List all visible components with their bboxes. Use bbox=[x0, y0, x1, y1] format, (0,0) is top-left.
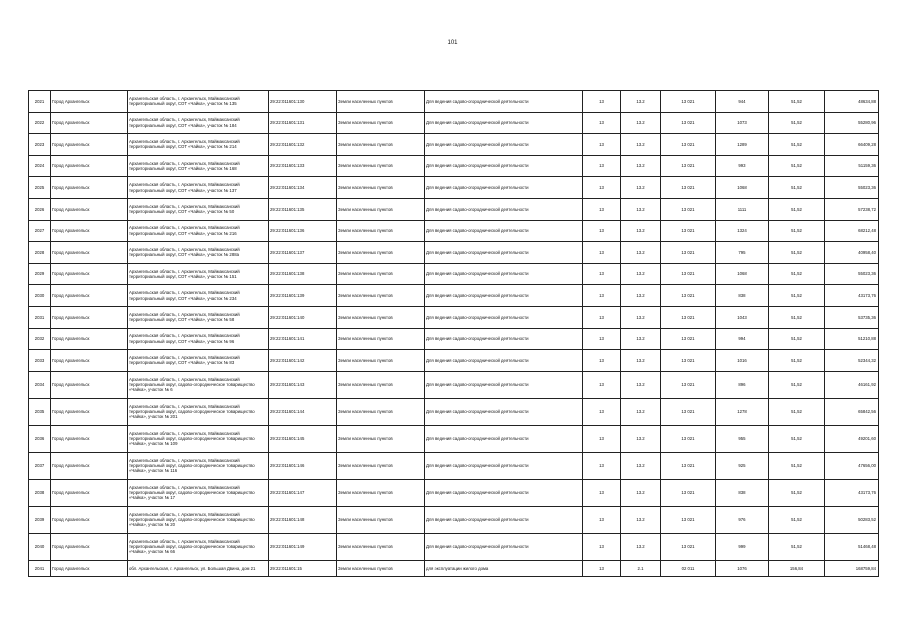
cell-rate: 156,84 bbox=[769, 560, 825, 576]
cell-code-2: 13.2 bbox=[621, 263, 661, 285]
cell-permitted-use: Для ведения садово-огороднической деятельности bbox=[425, 328, 583, 350]
cell-row-number: 2034 bbox=[29, 371, 51, 398]
cell-code-3: 02 011 bbox=[661, 560, 716, 576]
cell-code-1: 13 bbox=[583, 112, 621, 134]
table-row bbox=[29, 242, 879, 264]
cell-rate: 51,52 bbox=[769, 479, 825, 506]
cell-cadastral-value: 168759,84 bbox=[825, 560, 879, 576]
cell-cadastral-number: 29:22:011601:131 bbox=[269, 112, 337, 134]
cell-cadastral-number: 29:22:011601:147 bbox=[269, 479, 337, 506]
cell-address: Архангельская область, г. Архангельск, Маймаксанский территориальный округ, садово-огородническое товарищество «Чайка», участок № 20 bbox=[128, 506, 269, 533]
cell-permitted-use: Для ведения садово-огороднической деятельности bbox=[425, 134, 583, 156]
cell-code-2: 13.2 bbox=[621, 506, 661, 533]
cell-code-3: 13 021 bbox=[661, 425, 716, 452]
table-row bbox=[29, 134, 879, 156]
cell-land-category: Земли населенных пунктов bbox=[337, 425, 425, 452]
cell-permitted-use: Для ведения садово-огороднической деятельности bbox=[425, 306, 583, 328]
cell-area: 795 bbox=[716, 242, 769, 264]
cell-cadastral-number: 29:22:011601:136 bbox=[269, 220, 337, 242]
cell-permitted-use: Для ведения садово-огороднической деятельности bbox=[425, 198, 583, 220]
cell-land-category: Земли населенных пунктов bbox=[337, 506, 425, 533]
cell-row-number: 2024 bbox=[29, 155, 51, 177]
cell-land-category: Земли населенных пунктов bbox=[337, 263, 425, 285]
cell-code-1: 13 bbox=[583, 91, 621, 113]
cell-rate: 51,52 bbox=[769, 134, 825, 156]
cell-municipality: Город Архангельск bbox=[51, 155, 128, 177]
cell-row-number: 2021 bbox=[29, 91, 51, 113]
cell-land-category: Земли населенных пунктов bbox=[337, 533, 425, 560]
cell-address: Архангельская область, г. Архангельск, Маймаксанский территориальный округ, СОТ «Чайка», участок № 50 bbox=[128, 198, 269, 220]
cell-land-category: Земли населенных пунктов bbox=[337, 198, 425, 220]
cell-rate: 51,52 bbox=[769, 91, 825, 113]
cell-permitted-use: Для ведения садово-огороднической деятельности bbox=[425, 242, 583, 264]
table-row bbox=[29, 371, 879, 398]
cell-permitted-use: Для ведения садово-огороднической деятельности bbox=[425, 452, 583, 479]
cell-cadastral-value: 52344,32 bbox=[825, 350, 879, 372]
table-row bbox=[29, 560, 879, 576]
cell-address: Архангельская область, г. Архангельск, Маймаксанский территориальный округ, садово-огородническое товарищество «Чайка», участок № 66 bbox=[128, 533, 269, 560]
cell-area: 838 bbox=[716, 479, 769, 506]
cell-land-category: Земли населенных пунктов bbox=[337, 155, 425, 177]
cell-code-1: 13 bbox=[583, 242, 621, 264]
cell-permitted-use: Для ведения садово-огороднической деятельности bbox=[425, 263, 583, 285]
cell-address: Архангельская область, г. Архангельск, Маймаксанский территориальный округ, СОТ «Чайка», участок № 58 bbox=[128, 306, 269, 328]
cell-row-number: 2041 bbox=[29, 560, 51, 576]
table-row bbox=[29, 506, 879, 533]
cell-code-3: 13 021 bbox=[661, 91, 716, 113]
cell-cadastral-number: 29:22:011601:141 bbox=[269, 328, 337, 350]
cell-code-1: 13 bbox=[583, 285, 621, 307]
cell-municipality: Город Архангельск bbox=[51, 371, 128, 398]
cell-code-1: 13 bbox=[583, 220, 621, 242]
cell-municipality: Город Архангельск bbox=[51, 112, 128, 134]
table-row bbox=[29, 425, 879, 452]
cell-rate: 51,52 bbox=[769, 398, 825, 425]
table-row bbox=[29, 198, 879, 220]
cell-rate: 51,52 bbox=[769, 306, 825, 328]
cell-cadastral-value: 51468,48 bbox=[825, 533, 879, 560]
cell-cadastral-value: 47656,00 bbox=[825, 452, 879, 479]
cell-address: Архангельская область, г. Архангельск, Маймаксанский территориальный округ, СОТ «Чайка», участок № 234 bbox=[128, 285, 269, 307]
cell-land-category: Земли населенных пунктов bbox=[337, 285, 425, 307]
cell-rate: 51,52 bbox=[769, 285, 825, 307]
cell-municipality: Город Архангельск bbox=[51, 425, 128, 452]
table-row bbox=[29, 306, 879, 328]
cell-area: 925 bbox=[716, 452, 769, 479]
cell-address: Архангельская область, г. Архангельск, Маймаксанский территориальный округ, СОТ «Чайка», участок № 184 bbox=[128, 112, 269, 134]
cell-permitted-use: Для ведения садово-огороднической деятельности bbox=[425, 425, 583, 452]
cell-cadastral-value: 43173,76 bbox=[825, 285, 879, 307]
cell-cadastral-value: 65842,56 bbox=[825, 398, 879, 425]
cell-address: обл. Архангельская, г. Архангельск, ул. Большая Двина, дом 21 bbox=[128, 560, 269, 576]
cell-code-2: 13.2 bbox=[621, 350, 661, 372]
cell-cadastral-value: 48634,88 bbox=[825, 91, 879, 113]
cell-land-category: Земли населенных пунктов bbox=[337, 242, 425, 264]
cell-cadastral-value: 43173,76 bbox=[825, 479, 879, 506]
cell-code-2: 13.2 bbox=[621, 371, 661, 398]
cell-cadastral-number: 29:22:011601:140 bbox=[269, 306, 337, 328]
cell-code-1: 13 bbox=[583, 560, 621, 576]
cell-permitted-use: для эксплуатации жилого дома bbox=[425, 560, 583, 576]
cell-cadastral-value: 51159,36 bbox=[825, 155, 879, 177]
table-row bbox=[29, 91, 879, 113]
cell-rate: 51,52 bbox=[769, 198, 825, 220]
cell-municipality: Город Архангельск bbox=[51, 560, 128, 576]
cell-land-category: Земли населенных пунктов bbox=[337, 134, 425, 156]
cell-area: 1073 bbox=[716, 112, 769, 134]
cell-row-number: 2025 bbox=[29, 177, 51, 199]
cell-rate: 51,52 bbox=[769, 155, 825, 177]
cell-cadastral-number: 29:22:011601:149 bbox=[269, 533, 337, 560]
cell-cadastral-number: 29:22:011601:146 bbox=[269, 452, 337, 479]
table-row bbox=[29, 177, 879, 199]
cell-area: 1111 bbox=[716, 198, 769, 220]
cell-code-3: 13 021 bbox=[661, 155, 716, 177]
cell-cadastral-value: 53735,36 bbox=[825, 306, 879, 328]
cell-municipality: Город Архангельск bbox=[51, 177, 128, 199]
cell-code-3: 13 021 bbox=[661, 220, 716, 242]
cell-code-1: 13 bbox=[583, 479, 621, 506]
cell-code-2: 13.2 bbox=[621, 479, 661, 506]
cell-land-category: Земли населенных пунктов bbox=[337, 479, 425, 506]
cell-municipality: Город Архангельск bbox=[51, 328, 128, 350]
cell-cadastral-number: 29:22:011601:130 bbox=[269, 91, 337, 113]
cell-municipality: Город Архангельск bbox=[51, 242, 128, 264]
cell-cadastral-number: 29:22:011601:15 bbox=[269, 560, 337, 576]
cell-municipality: Город Архангельск bbox=[51, 134, 128, 156]
cell-code-2: 13.2 bbox=[621, 242, 661, 264]
table-row bbox=[29, 285, 879, 307]
cell-rate: 51,52 bbox=[769, 328, 825, 350]
cell-cadastral-value: 66409,28 bbox=[825, 134, 879, 156]
cell-code-3: 13 021 bbox=[661, 533, 716, 560]
cell-land-category: Земли населенных пунктов bbox=[337, 306, 425, 328]
cell-land-category: Земли населенных пунктов bbox=[337, 177, 425, 199]
cell-row-number: 2036 bbox=[29, 425, 51, 452]
cell-code-3: 13 021 bbox=[661, 112, 716, 134]
cell-cadastral-number: 29:22:011601:144 bbox=[269, 398, 337, 425]
cell-row-number: 2032 bbox=[29, 328, 51, 350]
cell-address: Архангельская область, г. Архангельск, Маймаксанский территориальный округ, СОТ «Чайка», участок № 96 bbox=[128, 328, 269, 350]
cell-municipality: Город Архангельск bbox=[51, 263, 128, 285]
cell-permitted-use: Для ведения садово-огороднической деятельности bbox=[425, 155, 583, 177]
cell-area: 976 bbox=[716, 506, 769, 533]
cell-rate: 51,52 bbox=[769, 112, 825, 134]
table-row bbox=[29, 398, 879, 425]
cell-municipality: Город Архангельск bbox=[51, 533, 128, 560]
cell-municipality: Город Архангельск bbox=[51, 479, 128, 506]
cell-code-3: 13 021 bbox=[661, 285, 716, 307]
cell-cadastral-value: 40958,40 bbox=[825, 242, 879, 264]
table-row bbox=[29, 533, 879, 560]
cell-code-1: 13 bbox=[583, 306, 621, 328]
cell-code-2: 13.2 bbox=[621, 398, 661, 425]
cell-cadastral-value: 55023,36 bbox=[825, 263, 879, 285]
cell-code-1: 13 bbox=[583, 350, 621, 372]
cell-cadastral-number: 29:22:011601:135 bbox=[269, 198, 337, 220]
cell-code-1: 13 bbox=[583, 398, 621, 425]
cell-code-1: 13 bbox=[583, 155, 621, 177]
cell-rate: 51,52 bbox=[769, 242, 825, 264]
cell-row-number: 2031 bbox=[29, 306, 51, 328]
cell-cadastral-number: 29:22:011601:139 bbox=[269, 285, 337, 307]
cell-code-1: 13 bbox=[583, 177, 621, 199]
cell-rate: 51,52 bbox=[769, 177, 825, 199]
cell-row-number: 2029 bbox=[29, 263, 51, 285]
cell-land-category: Земли населенных пунктов bbox=[337, 220, 425, 242]
cell-municipality: Город Архангельск bbox=[51, 91, 128, 113]
cell-code-3: 13 021 bbox=[661, 263, 716, 285]
cell-row-number: 2037 bbox=[29, 452, 51, 479]
cell-row-number: 2038 bbox=[29, 479, 51, 506]
table-row bbox=[29, 479, 879, 506]
cell-code-2: 13.2 bbox=[621, 91, 661, 113]
cell-area: 1043 bbox=[716, 306, 769, 328]
cell-rate: 51,52 bbox=[769, 533, 825, 560]
table-row bbox=[29, 220, 879, 242]
cell-area: 955 bbox=[716, 425, 769, 452]
cell-cadastral-number: 29:22:011601:134 bbox=[269, 177, 337, 199]
page-number: 101 bbox=[447, 40, 458, 46]
cell-code-1: 13 bbox=[583, 134, 621, 156]
cell-area: 1068 bbox=[716, 177, 769, 199]
cell-address: Архангельская область, г. Архангельск, Маймаксанский территориальный округ, садово-огородническое товарищество «Чайка», участок № 201 bbox=[128, 398, 269, 425]
cell-area: 1324 bbox=[716, 220, 769, 242]
cell-code-3: 13 021 bbox=[661, 134, 716, 156]
cell-area: 1278 bbox=[716, 398, 769, 425]
cell-row-number: 2023 bbox=[29, 134, 51, 156]
cell-permitted-use: Для ведения садово-огороднической деятельности bbox=[425, 220, 583, 242]
cell-area: 944 bbox=[716, 91, 769, 113]
cell-address: Архангельская область, г. Архангельск, Маймаксанский территориальный округ, СОТ «Чайка», участок № 216 bbox=[128, 220, 269, 242]
cell-cadastral-value: 55023,36 bbox=[825, 177, 879, 199]
table-row bbox=[29, 112, 879, 134]
cell-cadastral-value: 55280,96 bbox=[825, 112, 879, 134]
cell-rate: 51,52 bbox=[769, 425, 825, 452]
cell-cadastral-number: 29:22:011601:148 bbox=[269, 506, 337, 533]
cell-code-2: 13.2 bbox=[621, 452, 661, 479]
cell-address: Архангельская область, г. Архангельск, Маймаксанский территориальный округ, садово-огородническое товарищество «Чайка», участок № 17 bbox=[128, 479, 269, 506]
cell-address: Архангельская область, г. Архангельск, Маймаксанский территориальный округ, СОТ «Чайка», участок № 214 bbox=[128, 134, 269, 156]
cell-code-3: 13 021 bbox=[661, 242, 716, 264]
cell-cadastral-number: 29:22:011601:137 bbox=[269, 242, 337, 264]
cell-permitted-use: Для ведения садово-огороднической деятельности bbox=[425, 479, 583, 506]
cell-area: 1289 bbox=[716, 134, 769, 156]
cell-address: Архангельская область, г. Архангельск, Маймаксанский территориальный округ, СОТ «Чайка», участок № 168 bbox=[128, 155, 269, 177]
cell-permitted-use: Для ведения садово-огороднической деятельности bbox=[425, 91, 583, 113]
cell-municipality: Город Архангельск bbox=[51, 285, 128, 307]
cell-address: Архангельская область, г. Архангельск, Маймаксанский территориальный округ, садово-огородническое товарищество «Чайка», участок № 6 bbox=[128, 371, 269, 398]
cell-code-2: 13.2 bbox=[621, 134, 661, 156]
cell-permitted-use: Для ведения садово-огороднической деятельности bbox=[425, 398, 583, 425]
cell-land-category: Земли населенных пунктов bbox=[337, 350, 425, 372]
cell-cadastral-number: 29:22:011601:142 bbox=[269, 350, 337, 372]
cell-code-2: 13.2 bbox=[621, 328, 661, 350]
cell-code-3: 13 021 bbox=[661, 328, 716, 350]
cell-address: Архангельская область, г. Архангельск, Маймаксанский территориальный округ, СОТ «Чайка», участок № 151 bbox=[128, 263, 269, 285]
cell-permitted-use: Для ведения садово-огороднической деятельности bbox=[425, 177, 583, 199]
table-row bbox=[29, 350, 879, 372]
cell-area: 1016 bbox=[716, 350, 769, 372]
cell-municipality: Город Архангельск bbox=[51, 306, 128, 328]
cell-area: 1068 bbox=[716, 263, 769, 285]
cell-row-number: 2033 bbox=[29, 350, 51, 372]
cell-code-1: 13 bbox=[583, 263, 621, 285]
cell-municipality: Город Архангельск bbox=[51, 398, 128, 425]
cell-cadastral-number: 29:22:011601:132 bbox=[269, 134, 337, 156]
cell-code-1: 13 bbox=[583, 328, 621, 350]
cell-code-3: 13 021 bbox=[661, 398, 716, 425]
cell-land-category: Земли населенных пунктов bbox=[337, 452, 425, 479]
cell-row-number: 2040 bbox=[29, 533, 51, 560]
cell-rate: 51,52 bbox=[769, 350, 825, 372]
cell-code-3: 13 021 bbox=[661, 350, 716, 372]
table-row bbox=[29, 328, 879, 350]
cell-area: 994 bbox=[716, 328, 769, 350]
cell-municipality: Город Архангельск bbox=[51, 350, 128, 372]
cell-code-1: 13 bbox=[583, 506, 621, 533]
cell-municipality: Город Архангельск bbox=[51, 220, 128, 242]
cell-cadastral-value: 50283,52 bbox=[825, 506, 879, 533]
cell-code-2: 13.2 bbox=[621, 285, 661, 307]
cell-land-category: Земли населенных пунктов bbox=[337, 398, 425, 425]
cell-code-2: 13.2 bbox=[621, 155, 661, 177]
cell-address: Архангельская область, г. Архангельск, Маймаксанский территориальный округ, СОТ «Чайка», участок № 83 bbox=[128, 350, 269, 372]
cell-code-2: 13.2 bbox=[621, 306, 661, 328]
cell-address: Архангельская область, г. Архангельск, Маймаксанский территориальный округ, садово-огородническое товарищество «Чайка», участок № 109 bbox=[128, 425, 269, 452]
cell-address: Архангельская область, г. Архангельск, Маймаксанский территориальный округ, СОТ «Чайка», участок № 137 bbox=[128, 177, 269, 199]
cell-code-2: 13.2 bbox=[621, 220, 661, 242]
cell-row-number: 2039 bbox=[29, 506, 51, 533]
cell-area: 838 bbox=[716, 285, 769, 307]
cell-code-1: 13 bbox=[583, 452, 621, 479]
cell-code-1: 13 bbox=[583, 425, 621, 452]
cell-code-2: 13.2 bbox=[621, 425, 661, 452]
cell-code-3: 13 021 bbox=[661, 452, 716, 479]
table-row bbox=[29, 263, 879, 285]
cell-permitted-use: Для ведения садово-огороднической деятельности bbox=[425, 371, 583, 398]
cell-cadastral-value: 68212,48 bbox=[825, 220, 879, 242]
cell-code-3: 13 021 bbox=[661, 479, 716, 506]
cell-address: Архангельская область, г. Архангельск, Маймаксанский территориальный округ, СОТ «Чайка», участок № 135 bbox=[128, 91, 269, 113]
land-registry-table bbox=[28, 90, 879, 577]
cell-code-1: 13 bbox=[583, 533, 621, 560]
cell-cadastral-number: 29:22:011601:143 bbox=[269, 371, 337, 398]
cell-permitted-use: Для ведения садово-огороднической деятельности bbox=[425, 285, 583, 307]
cell-row-number: 2030 bbox=[29, 285, 51, 307]
cell-cadastral-number: 29:22:011601:133 bbox=[269, 155, 337, 177]
cell-rate: 51,52 bbox=[769, 506, 825, 533]
cell-municipality: Город Архангельск bbox=[51, 506, 128, 533]
cell-address: Архангельская область, г. Архангельск, Маймаксанский территориальный округ, садово-огородническое товарищество «Чайка», участок № 116 bbox=[128, 452, 269, 479]
cell-area: 896 bbox=[716, 371, 769, 398]
cell-code-2: 2.1 bbox=[621, 560, 661, 576]
cell-row-number: 2027 bbox=[29, 220, 51, 242]
cell-area: 999 bbox=[716, 533, 769, 560]
cell-cadastral-value: 49201,60 bbox=[825, 425, 879, 452]
cell-row-number: 2026 bbox=[29, 198, 51, 220]
cell-permitted-use: Для ведения садово-огороднической деятельности bbox=[425, 112, 583, 134]
cell-code-3: 13 021 bbox=[661, 306, 716, 328]
cell-land-category: Земли населенных пунктов bbox=[337, 112, 425, 134]
cell-code-2: 13.2 bbox=[621, 533, 661, 560]
cell-code-3: 13 021 bbox=[661, 177, 716, 199]
cell-row-number: 2035 bbox=[29, 398, 51, 425]
cell-code-1: 13 bbox=[583, 371, 621, 398]
cell-area: 1076 bbox=[716, 560, 769, 576]
cell-code-3: 13 021 bbox=[661, 506, 716, 533]
cell-code-3: 13 021 bbox=[661, 198, 716, 220]
cell-rate: 51,52 bbox=[769, 220, 825, 242]
cell-code-2: 13.2 bbox=[621, 112, 661, 134]
cell-cadastral-number: 29:22:011601:138 bbox=[269, 263, 337, 285]
cell-area: 993 bbox=[716, 155, 769, 177]
cell-code-1: 13 bbox=[583, 198, 621, 220]
cell-land-category: Земли населенных пунктов bbox=[337, 560, 425, 576]
cell-cadastral-value: 46161,92 bbox=[825, 371, 879, 398]
cell-permitted-use: Для ведения садово-огороднической деятельности bbox=[425, 533, 583, 560]
cell-municipality: Город Архангельск bbox=[51, 198, 128, 220]
cell-permitted-use: Для ведения садово-огороднической деятельности bbox=[425, 350, 583, 372]
cell-land-category: Земли населенных пунктов bbox=[337, 371, 425, 398]
table-row bbox=[29, 155, 879, 177]
cell-code-2: 13.2 bbox=[621, 177, 661, 199]
cell-permitted-use: Для ведения садово-огороднической деятельности bbox=[425, 506, 583, 533]
cell-municipality: Город Архангельск bbox=[51, 452, 128, 479]
cell-row-number: 2022 bbox=[29, 112, 51, 134]
cell-land-category: Земли населенных пунктов bbox=[337, 91, 425, 113]
cell-address: Архангельская область, г. Архангельск, Маймаксанский территориальный округ, СОТ «Чайка», участок № 288а bbox=[128, 242, 269, 264]
cell-cadastral-value: 51210,88 bbox=[825, 328, 879, 350]
cell-rate: 51,52 bbox=[769, 263, 825, 285]
cell-rate: 51,52 bbox=[769, 452, 825, 479]
cell-cadastral-number: 29:22:011601:145 bbox=[269, 425, 337, 452]
cell-rate: 51,52 bbox=[769, 371, 825, 398]
cell-land-category: Земли населенных пунктов bbox=[337, 328, 425, 350]
cell-code-2: 13.2 bbox=[621, 198, 661, 220]
cell-code-3: 13 021 bbox=[661, 371, 716, 398]
cell-cadastral-value: 57238,72 bbox=[825, 198, 879, 220]
cell-row-number: 2028 bbox=[29, 242, 51, 264]
table-row bbox=[29, 452, 879, 479]
